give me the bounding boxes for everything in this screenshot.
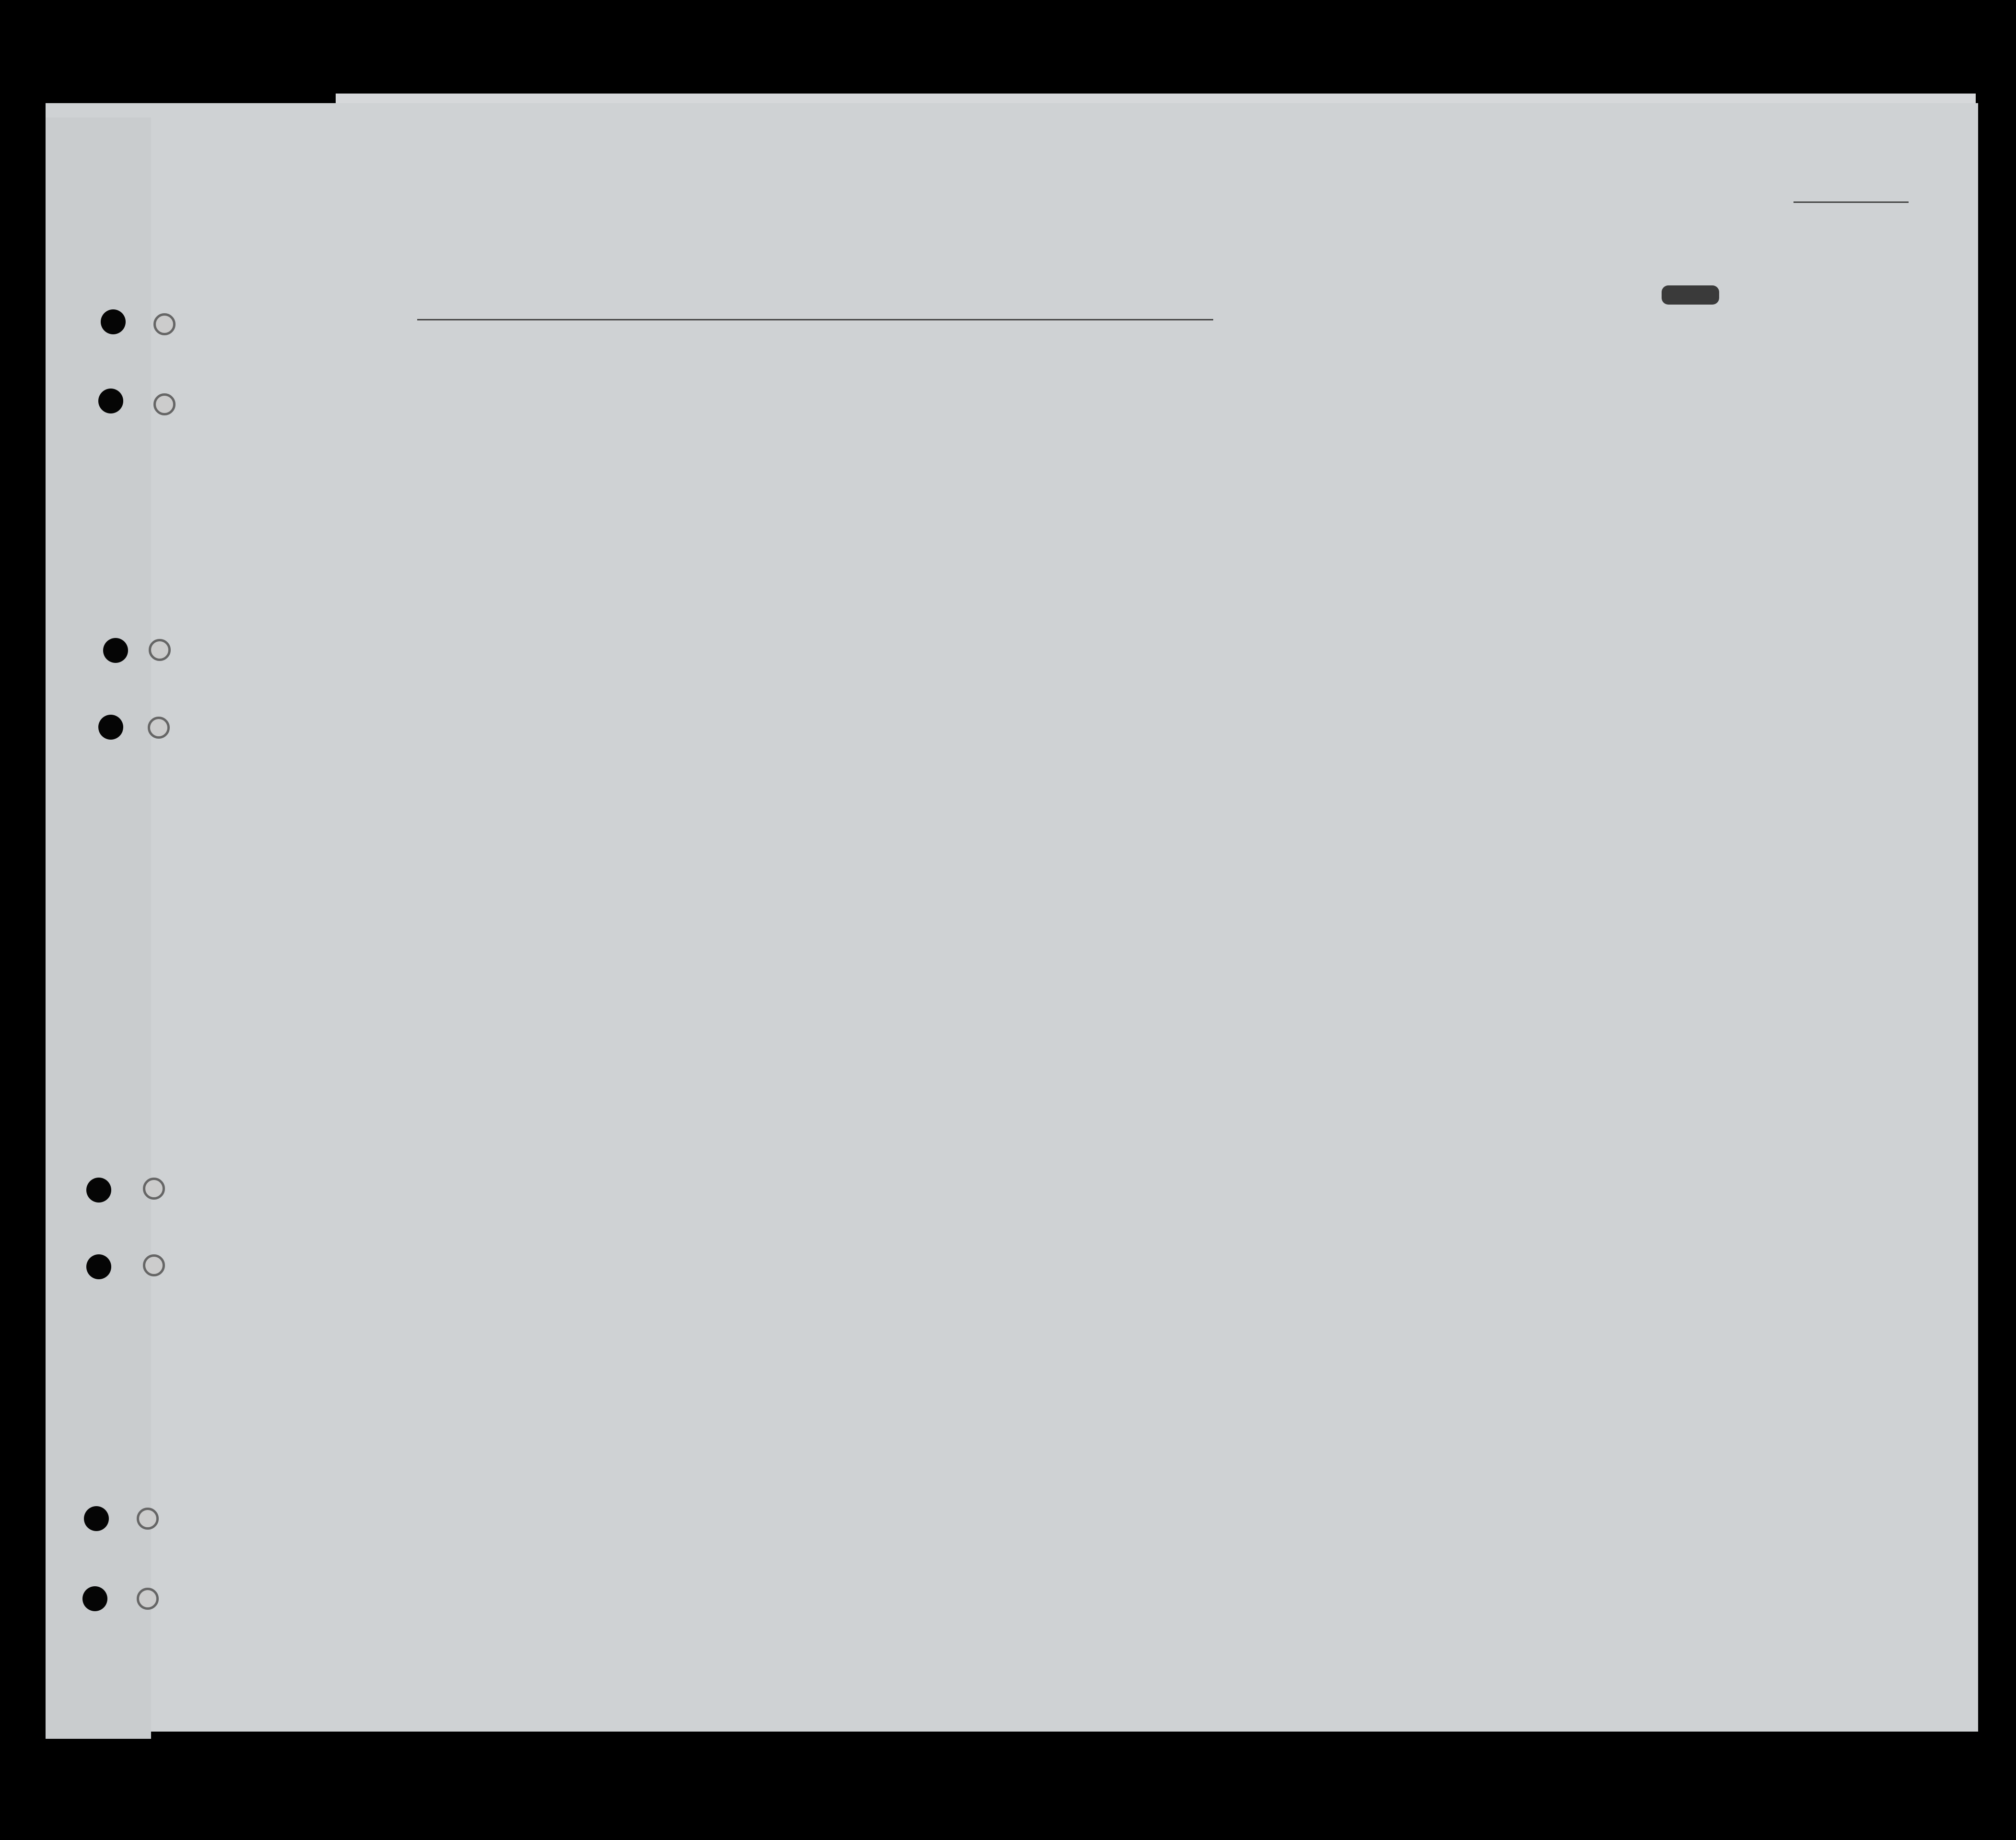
punch-hole	[98, 389, 123, 413]
punch-ring	[153, 313, 176, 335]
punch-hole	[86, 1254, 111, 1279]
punch-hole	[82, 1586, 107, 1611]
punch-ring	[148, 717, 170, 739]
punch-hole	[103, 638, 128, 663]
punch-hole	[98, 715, 123, 740]
punch-hole	[84, 1506, 109, 1531]
punch-ring	[149, 639, 171, 661]
punch-ring	[153, 393, 176, 415]
punch-ring	[137, 1588, 159, 1610]
punch-hole	[101, 309, 126, 334]
punch-hole	[86, 1178, 111, 1203]
punch-ring	[143, 1254, 165, 1276]
punch-ring	[143, 1178, 165, 1200]
punch-ring	[137, 1508, 159, 1530]
